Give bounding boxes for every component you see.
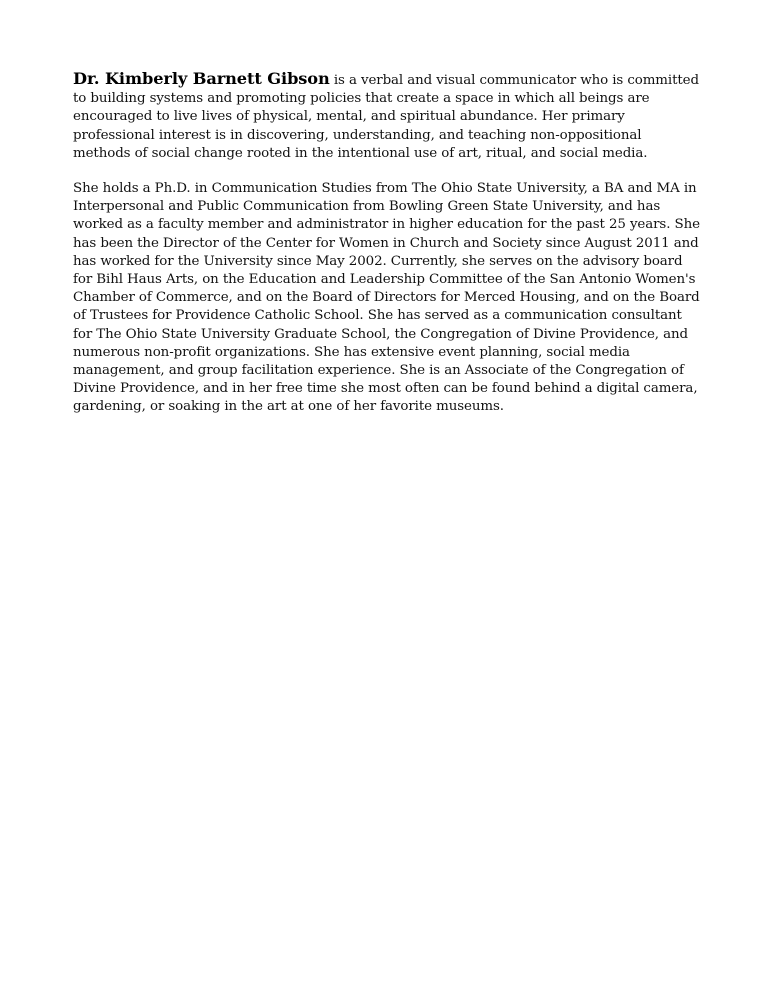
bio-text — [73, 70, 703, 434]
bio-paragraph-2: She holds a Ph.D. in Communication Studies from The Ohio State University, a BA and MA in Interpersonal and Public Communication from Bowling Green State University, and has worked as a faculty member and administrator in higher education for the past 25 years. She has been the Director of the Center for Women in Church and Society since August 2011 and has worked for the University since May 2002. Currently, she serves on the advisory board for Bihl Haus Arts, on the Education and Leadership Committee of the San Antonio Women's Chamber of Commerce, and on the Board of Directors for Merced Housing, and on the Board of Trustees for Providence Catholic School. She has served as a communication consultant for The Ohio State University Graduate School, the Congregation of Divine Providence, and numerous non-profit organizations. She has extensive event planning, social media management, and group facilitation experience. She is an Associate of the Congregation of Divine Providence, and in her free time she most often can be found behind a digital camera, gardening, or soaking in the art at one of her favorite museums. — [73, 181, 700, 415]
bio-paragraph-1 — [73, 70, 703, 163]
bio-name: Dr. Kimberly Barnett Gibson — [73, 69, 330, 88]
bio-paragraph-1-text: is a verbal and visual communicator who is committed to building systems and promoting policies that create a space in which all beings are encouraged to live lives of physical, mental, and spiritual abundance. Her primary professional interest is in discovering, understanding, and teaching non-oppositional methods of social change rooted in the intentional use of art, ritual, and social media. — [73, 73, 699, 161]
